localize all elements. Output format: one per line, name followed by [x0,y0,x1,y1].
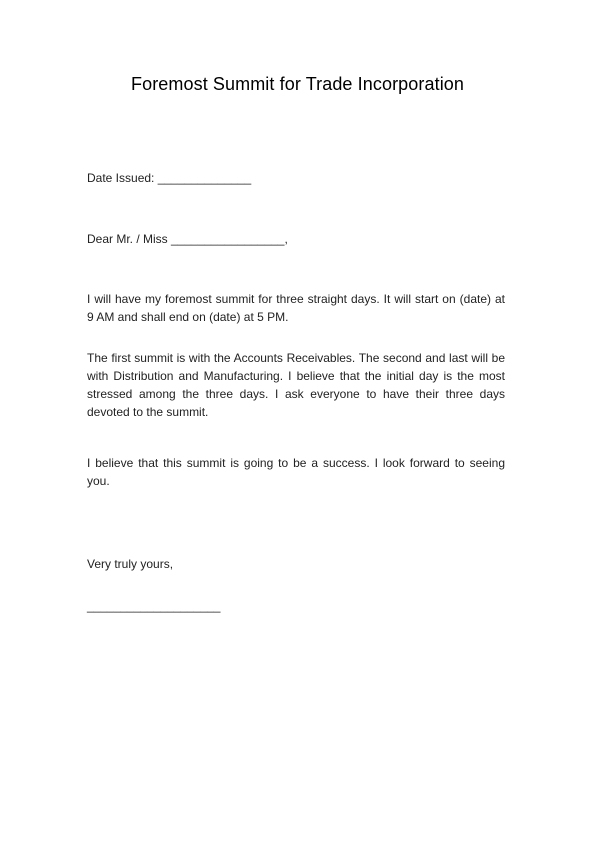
salutation-line: Dear Mr. / Miss _________________, [87,232,288,246]
body-paragraph-3: I believe that this summit is going to be a success. I look forward to seeing you. [87,456,505,488]
body-paragraph-1: I will have my foremost summit for three straight days. It will start on (date) at 9 AM and shall end on (date) at 5 PM. [87,292,505,324]
date-issued-line: Date Issued: ______________ [87,171,252,185]
document-title: Foremost Summit for Trade Incorporation [130,74,465,94]
closing-line: Very truly yours, [87,557,174,571]
signature-line: ____________________ [87,599,221,613]
body-paragraph-2: The first summit is with the Accounts Receivables. The second and last will be with Distribution and Manufacturing. I believe that the initial day is the most stressed among the three days. I ask everyone to have their three days devoted to the summit. [87,351,505,419]
